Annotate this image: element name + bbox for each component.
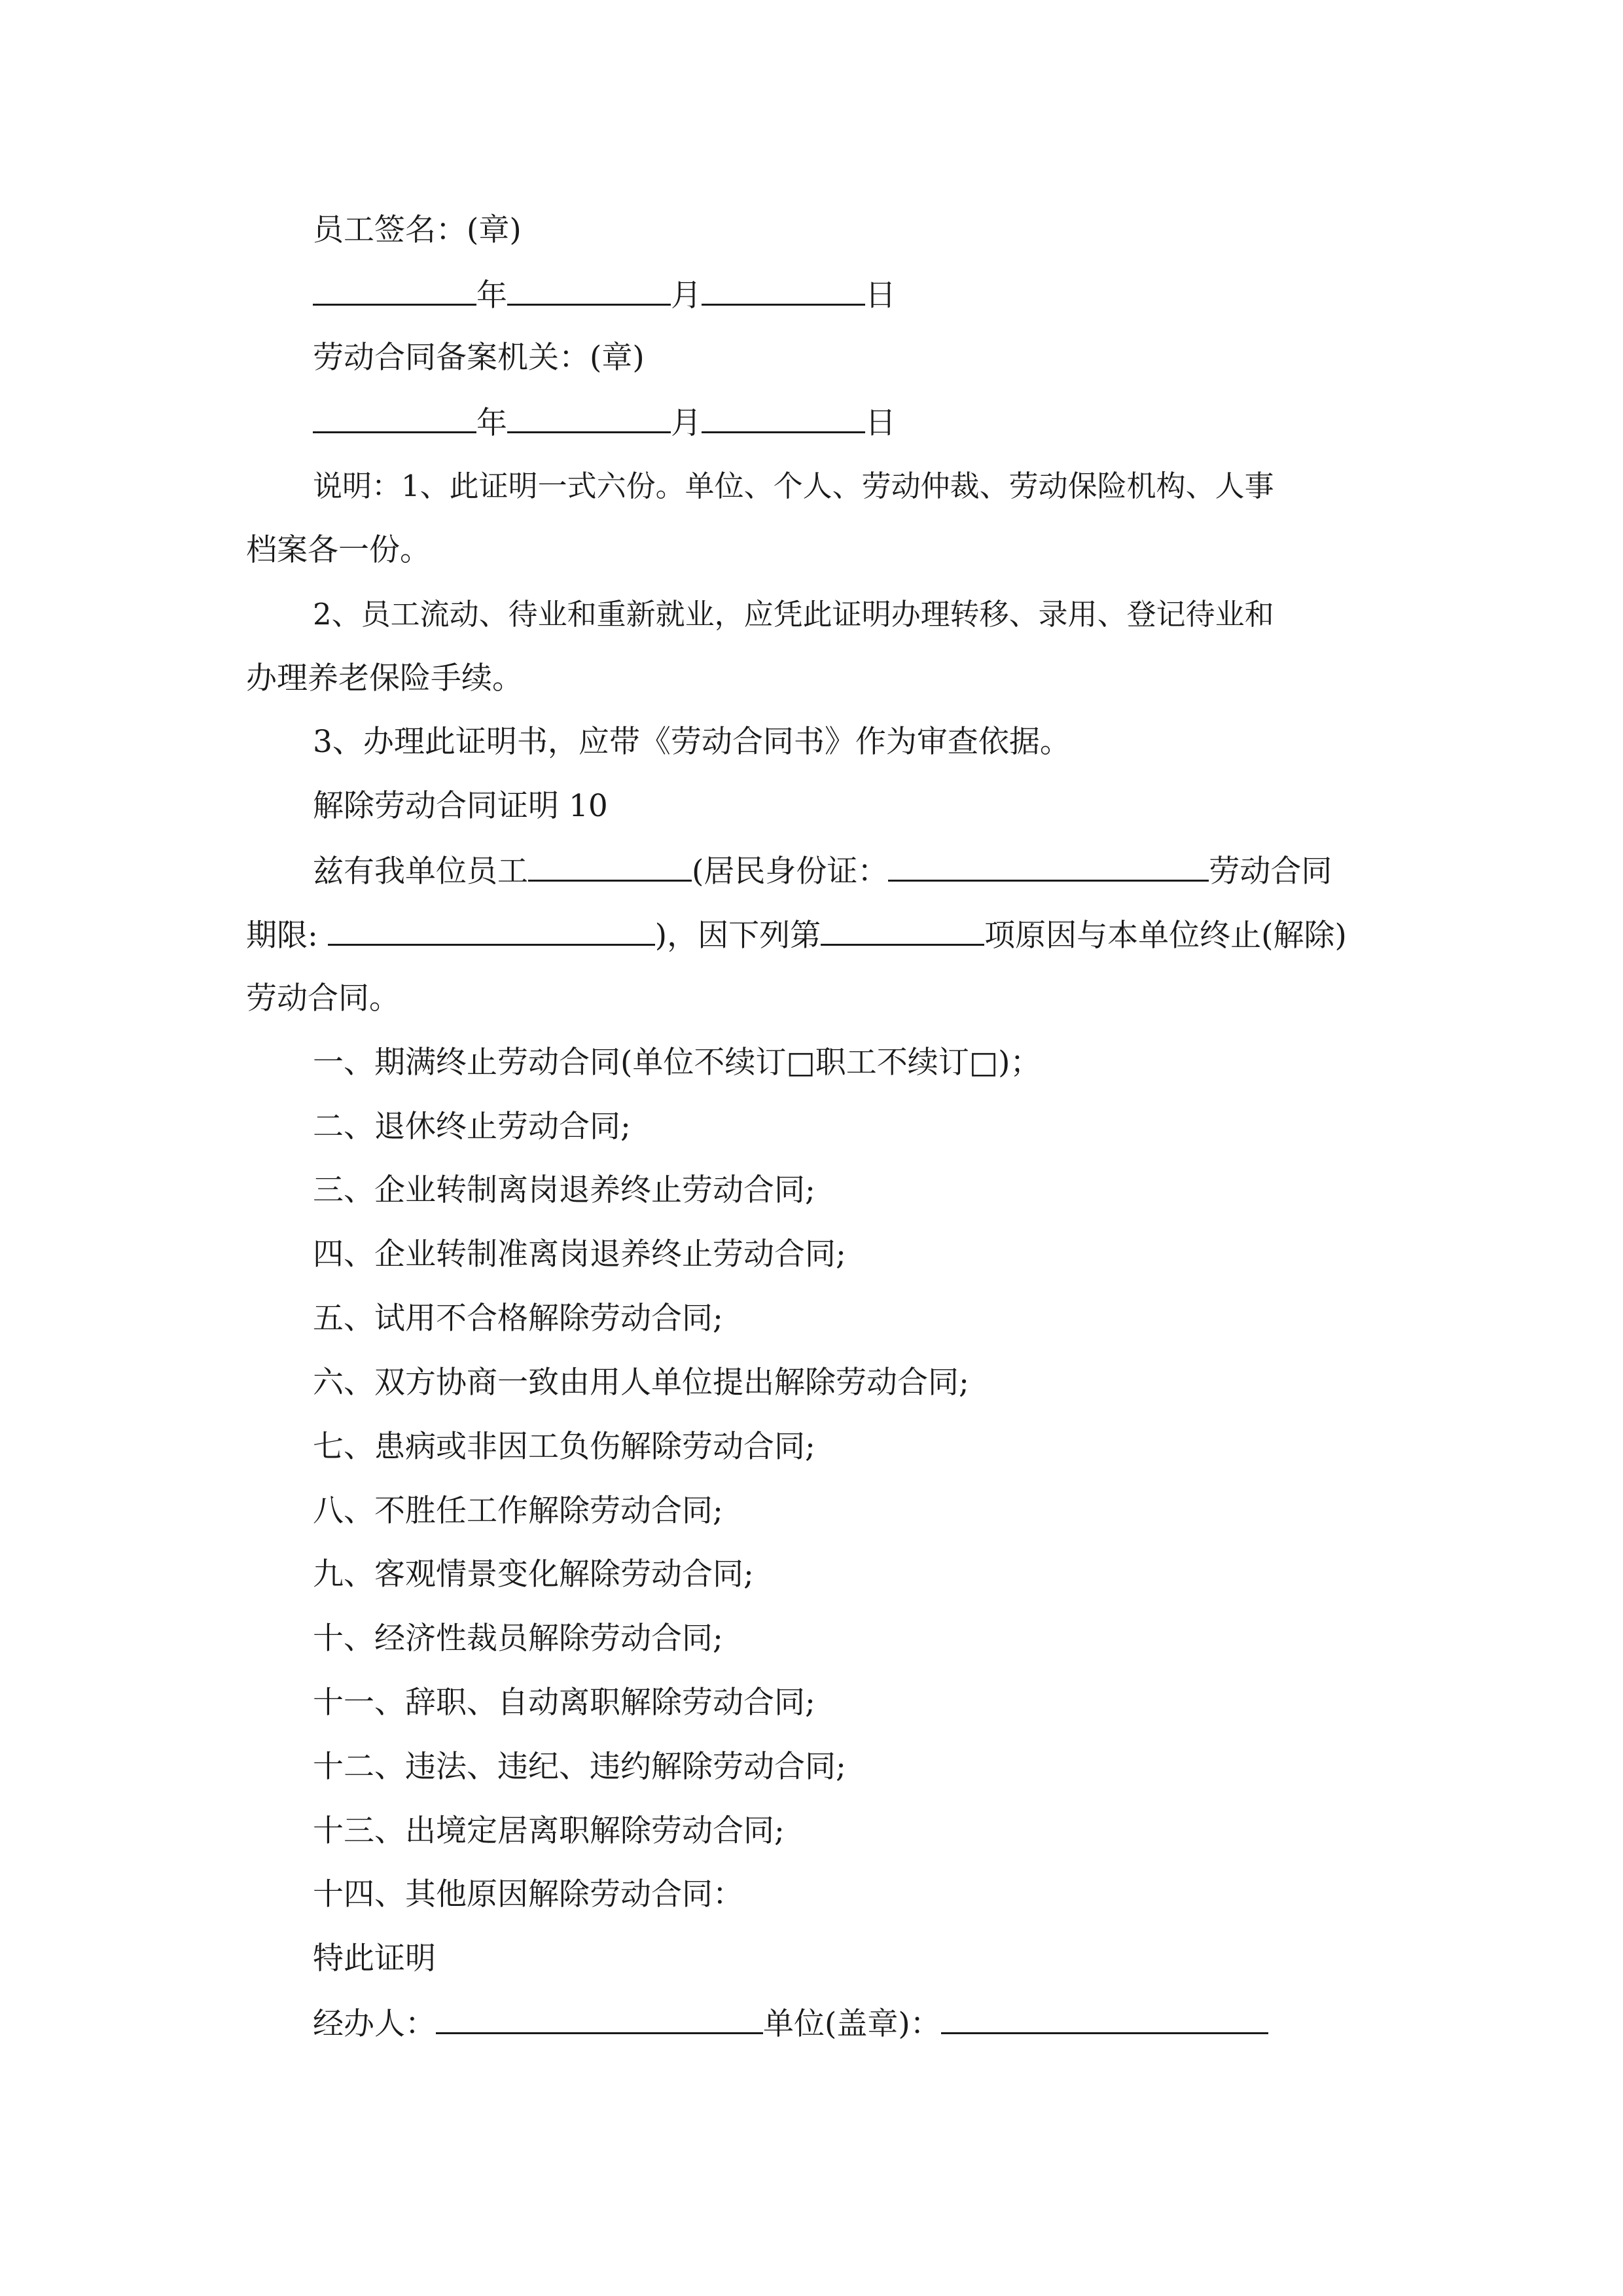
reason-item-14: 十四、其他原因解除劳动合同： bbox=[313, 1876, 743, 1912]
reason-item-6: 六、双方协商一致由用人单位提出解除劳动合同; bbox=[313, 1365, 969, 1401]
employee-signature-label: 员工签名：(章) bbox=[313, 212, 522, 248]
reason-item-11: 十一、辞职、自动离职解除劳动合同; bbox=[313, 1685, 815, 1721]
employee-name-blank bbox=[528, 851, 692, 882]
certify-text: 特此证明 bbox=[313, 1941, 436, 1977]
date-line-1: 年 月 日 bbox=[313, 275, 896, 314]
reason-item-9: 九、客观情景变化解除劳动合同; bbox=[313, 1556, 754, 1592]
note-1-line-2: 档案各一份。 bbox=[246, 532, 431, 568]
id-card-blank bbox=[888, 851, 1209, 882]
handler-blank bbox=[436, 2003, 763, 2034]
month-blank-1 bbox=[507, 275, 671, 306]
unit-seal-blank bbox=[941, 2003, 1268, 2034]
note-2-line-2: 办理养老保险手续。 bbox=[246, 660, 523, 696]
year-blank-1 bbox=[313, 275, 476, 306]
reason-item-13: 十三、出境定居离职解除劳动合同; bbox=[313, 1813, 785, 1849]
date-line-2: 年 月 日 bbox=[313, 403, 896, 442]
contract-term-blank bbox=[328, 915, 655, 946]
year-blank-2 bbox=[313, 403, 476, 433]
filing-authority-label: 劳动合同备案机关：(章) bbox=[313, 340, 645, 376]
section-title: 解除劳动合同证明 10 bbox=[313, 788, 608, 824]
reason-item-3: 三、企业转制离岗退养终止劳动合同; bbox=[313, 1172, 815, 1208]
reason-item-10: 十、经济性裁员解除劳动合同; bbox=[313, 1621, 723, 1657]
intro-line-1: 兹有我单位员工 (居民身份证： 劳动合同 bbox=[313, 851, 1332, 890]
intro-line-2: 期限: )，因下列第 项原因与本单位终止(解除) bbox=[246, 915, 1347, 954]
handler-line: 经办人： 单位(盖章)： bbox=[313, 2003, 1268, 2043]
note-1-line-1: 说明：1、此证明一式六份。单位、个人、劳动仲裁、劳动保险机构、人事 bbox=[313, 469, 1274, 503]
note-2-line-1: 2、员工流动、待业和重新就业，应凭此证明办理转移、录用、登记待业和 bbox=[313, 597, 1274, 632]
note-3: 3、办理此证明书，应带《劳动合同书》作为审查依据。 bbox=[313, 724, 1071, 760]
reason-item-7: 七、患病或非因工负伤解除劳动合同; bbox=[313, 1429, 815, 1465]
day-blank-1 bbox=[702, 275, 865, 306]
reason-item-8: 八、不胜任工作解除劳动合同; bbox=[313, 1493, 723, 1529]
day-blank-2 bbox=[702, 403, 865, 433]
reason-number-blank bbox=[821, 915, 984, 946]
reason-item-2: 二、退休终止劳动合同; bbox=[313, 1109, 631, 1145]
month-blank-2 bbox=[507, 403, 671, 433]
intro-line-3: 劳动合同。 bbox=[246, 980, 400, 1016]
reason-item-12: 十二、违法、违纪、违约解除劳动合同; bbox=[313, 1749, 846, 1785]
reason-item-5: 五、试用不合格解除劳动合同; bbox=[313, 1300, 723, 1336]
reason-item-4: 四、企业转制准离岗退养终止劳动合同; bbox=[313, 1236, 846, 1272]
reason-item-1: 一、期满终止劳动合同(单位不续订□职工不续订□)； bbox=[313, 1045, 1041, 1081]
